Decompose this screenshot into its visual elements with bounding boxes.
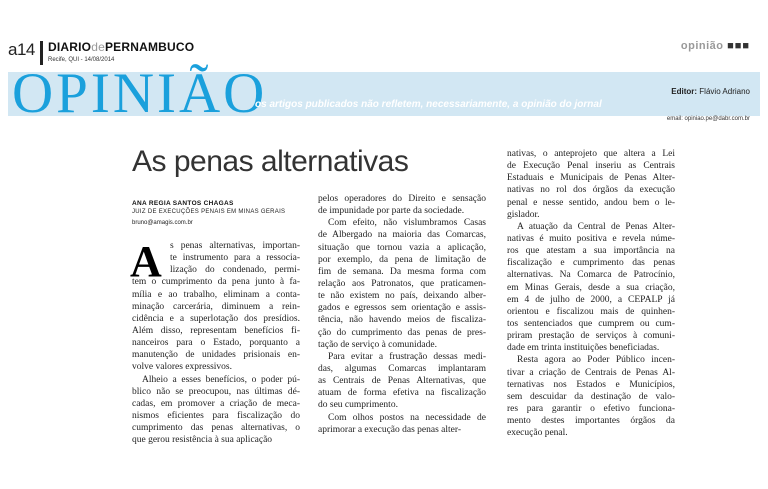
article-line: te instrumento para a ressocia- bbox=[170, 253, 300, 264]
article-line: penal e nesse sentido, andou bem o le- bbox=[507, 197, 675, 208]
article-line: gados e egressos sem orientação e assis- bbox=[318, 303, 486, 314]
section-disclaimer: os artigos publicados não refletem, necessariamente, a opinião do jornal bbox=[255, 99, 602, 110]
article-line: te não existem no país, deixando alber- bbox=[318, 291, 486, 302]
article-line: tos sentenciados que cumprem ou cum- bbox=[507, 318, 675, 329]
article-line: execução penal. bbox=[507, 428, 568, 439]
article-line: Estaduais e Municipais de Penas Alter- bbox=[507, 173, 675, 184]
article-line: minação carcerária, diminuem a rein- bbox=[132, 301, 300, 312]
article-line: nativas, o anteprojeto que altera a Lei bbox=[507, 149, 675, 159]
article-line: mília e ao trabalho, eliminam a conta- bbox=[132, 289, 300, 300]
article-line: das, algumas Comarcas implantaram bbox=[318, 364, 486, 374]
article-line: nativas no rol dos órgãos da execução bbox=[507, 185, 675, 196]
article-line: Além disso, representam benefícios fi- bbox=[132, 325, 300, 336]
section-tag-label: opinião bbox=[680, 40, 724, 52]
article-line: atuam de forma efetiva na fiscalização bbox=[318, 388, 486, 399]
article-column-3 bbox=[507, 148, 675, 439]
article-line: de Execução Penal inseriu as Centrais bbox=[507, 161, 675, 172]
article-line: tem o cumprimento da pena junto à fa- bbox=[132, 277, 300, 288]
newspaper-masthead bbox=[48, 40, 194, 54]
article-line: dade em trinta instituições beneficiadas. bbox=[507, 343, 660, 354]
article-line: lização do condenado, permi- bbox=[170, 265, 300, 276]
article-line: ternativas nos Estados e Municípios, bbox=[507, 379, 675, 390]
article-column-1 bbox=[130, 237, 300, 446]
section-title: OPINIÃO bbox=[12, 62, 268, 125]
article-column-2 bbox=[318, 193, 486, 436]
article-line: tência, não havendo meios de fiscaliza- bbox=[318, 315, 486, 326]
section-tag bbox=[681, 40, 750, 52]
article-line: em Minas Gerais, desde a sua criação, bbox=[507, 282, 675, 293]
article-line: res para garantir o efetivo funciona- bbox=[507, 403, 675, 414]
article-line: Resta agora ao Poder Público incen- bbox=[517, 355, 675, 366]
article-author: ANA REGIA SANTOS CHAGAS bbox=[132, 200, 234, 207]
article-line: nismos eficientes para fiscalização do bbox=[132, 410, 300, 421]
article-line: fim de semana. Da mesma forma com bbox=[318, 266, 486, 277]
article-line: em 4 de julho de 2000, a CEPALP já bbox=[507, 294, 675, 305]
article-line: cumprimento das penas alternativas, o bbox=[132, 423, 300, 434]
masthead-de: de bbox=[91, 40, 105, 54]
article-line: nativas é muito positiva e revela núme- bbox=[507, 234, 675, 244]
editor-name: Flávio Adriano bbox=[699, 87, 750, 96]
article-line: de Albergado na maioria das Comarcas, bbox=[318, 230, 486, 241]
article-line: Com olhos postos na necessidade de bbox=[328, 412, 486, 423]
author-role: JUIZ DE EXECUÇÕES PENAIS EM MINAS GERAIS bbox=[132, 209, 286, 215]
section-tag-squares-icon: ■■■ bbox=[727, 40, 750, 52]
page-number: a14 bbox=[8, 40, 35, 59]
article-line: blico não se preocupou, nas últimas dé- bbox=[132, 386, 300, 397]
masthead-pernambuco: PERNAMBUCO bbox=[104, 40, 195, 54]
article-line: as Centrais de Penas Alternativas, que bbox=[318, 376, 486, 387]
article-line: tação de serviço à comunidade. bbox=[318, 339, 437, 350]
author-email: bruno@amagis.com.br bbox=[132, 220, 193, 226]
drop-cap: A bbox=[130, 237, 162, 286]
article-line: nanceiros para o Estado, porquanto a bbox=[132, 338, 300, 349]
article-line: Com efeito, não vislumbramos Casas bbox=[328, 218, 486, 229]
masthead-diario: DIARIO bbox=[48, 40, 92, 54]
dateline: Recife, QUI - 14/08/2014 bbox=[48, 57, 115, 63]
article-line: gislador. bbox=[507, 209, 540, 220]
article-headline: As penas alternativas bbox=[132, 145, 409, 178]
article-line: manutenção de unidades prisionais en- bbox=[132, 350, 300, 361]
editor-credit bbox=[671, 87, 750, 96]
article-line: do seu cumprimento. bbox=[318, 400, 398, 411]
article-line: pelos operadores do Direito e sensação bbox=[318, 194, 486, 204]
article-line: alternativas. Na Comarca de Patrocínio, bbox=[507, 270, 675, 281]
article-line: situação que tornou vazia a aplicação, bbox=[318, 242, 486, 253]
section-email: email: opiniao.pe@dabr.com.br bbox=[666, 116, 750, 122]
article-line: cadas, em promover a criação de meca- bbox=[132, 398, 300, 409]
article-line: mento destes importantes órgãos da bbox=[507, 416, 675, 427]
article-line: s penas alternativas, importan- bbox=[170, 241, 300, 251]
article-line: ção do cumprimento das penas de pres- bbox=[318, 327, 486, 338]
article-line: por exemplo, da pena de limitação de bbox=[318, 254, 486, 265]
article-line: orientou e fiscalizou mais de quinhen- bbox=[507, 306, 675, 317]
article-line: sem descuidar da destinação de valo- bbox=[507, 391, 675, 402]
article-line: Alheio a esses benefícios, o poder pú- bbox=[142, 374, 300, 385]
article-line: fiscalização e cumprimento das penas bbox=[507, 258, 675, 269]
article-line: priram prestação de serviços à comuni- bbox=[507, 331, 675, 342]
article-line: A atuação da Central de Penas Alter- bbox=[517, 221, 675, 232]
article-line: ros que atestam a sua importância na bbox=[507, 246, 675, 257]
article-line: aprimorar a execução das penas alter- bbox=[318, 424, 462, 435]
article-line: tivar a criação de Centrais de Penas Al- bbox=[507, 367, 675, 378]
article-line: volve valores expressivos. bbox=[132, 362, 232, 373]
article-line: relação aos Patronatos, que praticamen- bbox=[318, 279, 486, 289]
article-line: que gerou resistência à sua aplicação bbox=[132, 435, 273, 446]
article-line: cidência e a superlotação dos presídios. bbox=[132, 313, 300, 324]
editor-label: Editor: bbox=[671, 87, 698, 96]
article-line: de impunidade por parte da sociedade. bbox=[318, 206, 465, 217]
article-line: Para evitar a frustração dessas medi- bbox=[328, 351, 486, 362]
